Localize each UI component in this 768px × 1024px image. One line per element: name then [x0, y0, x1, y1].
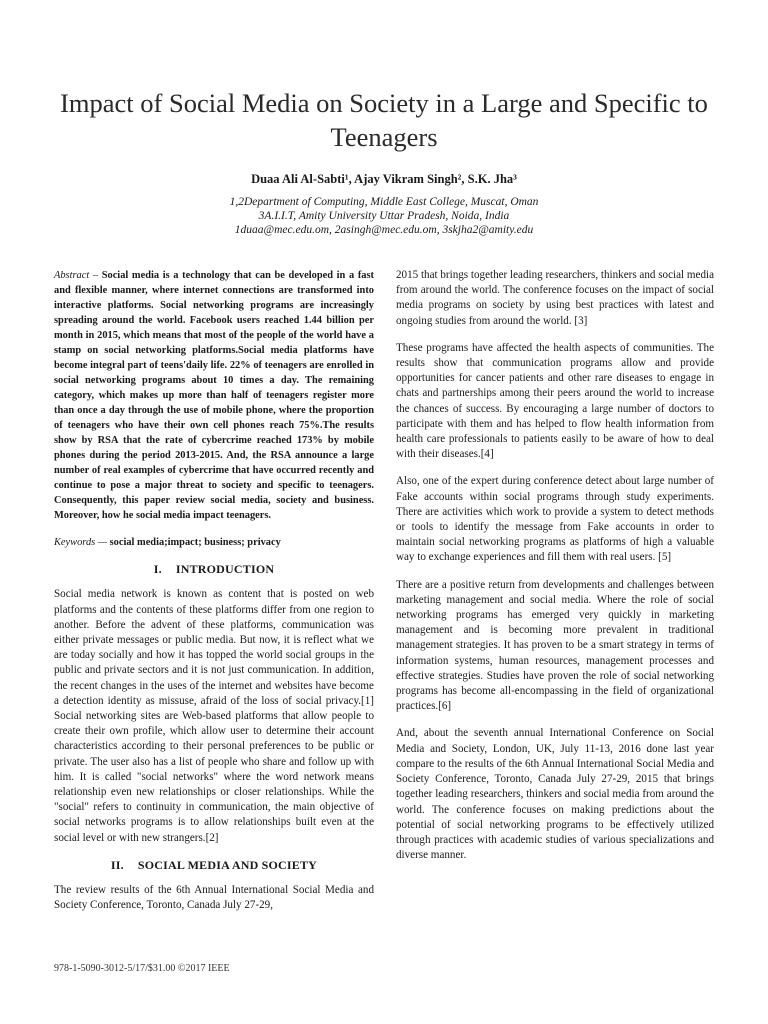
paragraph: And, about the seventh annual International Conference on Social Media and Society, London, UK, July 11-13, 2016 done last year compare to the results of the 6th Annual International Social Media and Society Conference, Toronto, Canada July 27-29, 2015 that brings together leading researchers, thinkers and social media from around the world. The conference focuses on making predictions about the potential of social networking programs to be effectively utilized through practices with academic studies of various specializations and diverse manner. [396, 727, 714, 862]
abstract-label: Abstract – [54, 270, 99, 281]
author-emails: 1duaa@mec.edu.om, 2asingh@mec.edu.om, 3skjha2@amity.edu [234, 224, 534, 236]
paragraph: 2015 that brings together leading researchers, thinkers and social media from around the world. The conference focuses on the impact of social media programs on society by using best practices with latest and ongoing studies from around the world. [3] [396, 269, 714, 327]
affiliation-1: 1,2Department of Computing, Middle East College, Muscat, Oman [229, 196, 539, 208]
paragraph: These programs have affected the health aspects of communities. The results show that communication programs allow and provide opportunities for cancer patients and other rare diseases to engage in chats and partnerships among their peers around the world to increase the chances of success. By encouraging a large number of doctors to participate with them and has helped to flow health information from health care professionals to patients easily to be aware of how to deal with their diseases.[4] [396, 341, 714, 461]
section-title: SOCIAL MEDIA AND SOCIETY [137, 857, 318, 872]
section-title: INTRODUCTION [175, 562, 275, 577]
right-column [396, 268, 714, 875]
section-heading-introduction [54, 562, 374, 577]
keywords-label: Keywords — [54, 537, 108, 548]
paper-title: Impact of Social Media on Society in a Large and Specific to Teenagers [60, 88, 708, 152]
paragraph: There are a positive return from developments and challenges between marketing management and social media. Where the role of social networking programs has emerged very quickly in marketing management and is becoming more prevalent in traditional management strategies. It has proven to be a smart strategy in terms of information systems, human resources, management processes and effective strategies. Studies have proven the role of social networking programs has become all-encompassing in the field of organizational practices.[6] [396, 578, 714, 713]
abstract-text: Social media is a technology that can be developed in a fast and flexible manner, where internet connections are transformed into interactive platforms. Social networking programs are increasingly spreading around the world. Facebook users reached 1.44 billion per month in 2015, which means that most of the people of the world have a stamp on social networking platforms.Social media platforms have become integral part of teens'daily life. 22% of teenagers are enrolled in social networking programs about 10 times a day. The remaining category, which makes up more than half of teenagers register more than once a day through the use of mobile phone, where the proportion of teenagers who have their own cell phones reach 75%.The results show by RSA that the rate of cybercrime reached 173% by mobile phones during the period 2013-2015. And, the RSA announce a large number of real examples of cybercrime that have occurred recently and continue to pose a major threat to society and specific to teenagers. Consequently, this paper review social media, society and business. Moreover, how he social media impact teenagers. [54, 270, 374, 521]
affiliation-2: 3A.I.I.T, Amity University Uttar Pradesh, Noida, India [258, 210, 510, 222]
section-number: I. [153, 562, 162, 577]
keywords-text: social media;impact; business; privacy [109, 537, 281, 548]
abstract [54, 268, 374, 523]
introduction-text: Social media network is known as content that is posted on web platforms and the contents of these platforms differ from one region to another. Before the advent of these platforms, communication was either private messages or public media. But now, it is reflect what we are today socially and how it has topped the world social groups in the public and private sectors and it is not just communication. In addition, the recent changes in the uses of the internet and websites have become a detection identity as missuse, afraid of the loss of social privacy.[1] Social networking sites are Web-based platforms that allow people to create their own profile, which allow user to determine their account characteristics according to their personal preferences to be public or private. The user also has a list of people who share and follow up with him. It is called "social networks" where the word network means relationship even new relationships or closer relationships. While the "social" refers to continuity in communication, the main objective of social networks programs is to allow relationships built even at the social level or with new strangers.[2] [54, 588, 374, 844]
section-number: II. [110, 857, 124, 872]
author-list: Duaa Ali Al-Sabti¹, Ajay Vikram Singh², S.K. Jha³ [251, 172, 517, 186]
left-column [54, 268, 374, 925]
keywords [54, 535, 374, 550]
copyright-footer: 978-1-5090-3012-5/17/$31.00 ©2017 IEEE [54, 963, 230, 974]
section2-text: The review results of the 6th Annual International Social Media and Society Conference, Toronto, Canada July 27-29, [54, 884, 374, 912]
section-heading-social-media-society [54, 858, 374, 873]
paragraph: Also, one of the expert during conference detect about large number of Fake accounts within social programs through study experiments. There are activities which work to provide a system to detect methods or tools to identify the message from Fake accounts in order to maintain social networking programs as platforms of high a valuable way to exchange experiences and fill them with real users. [5] [396, 475, 714, 564]
